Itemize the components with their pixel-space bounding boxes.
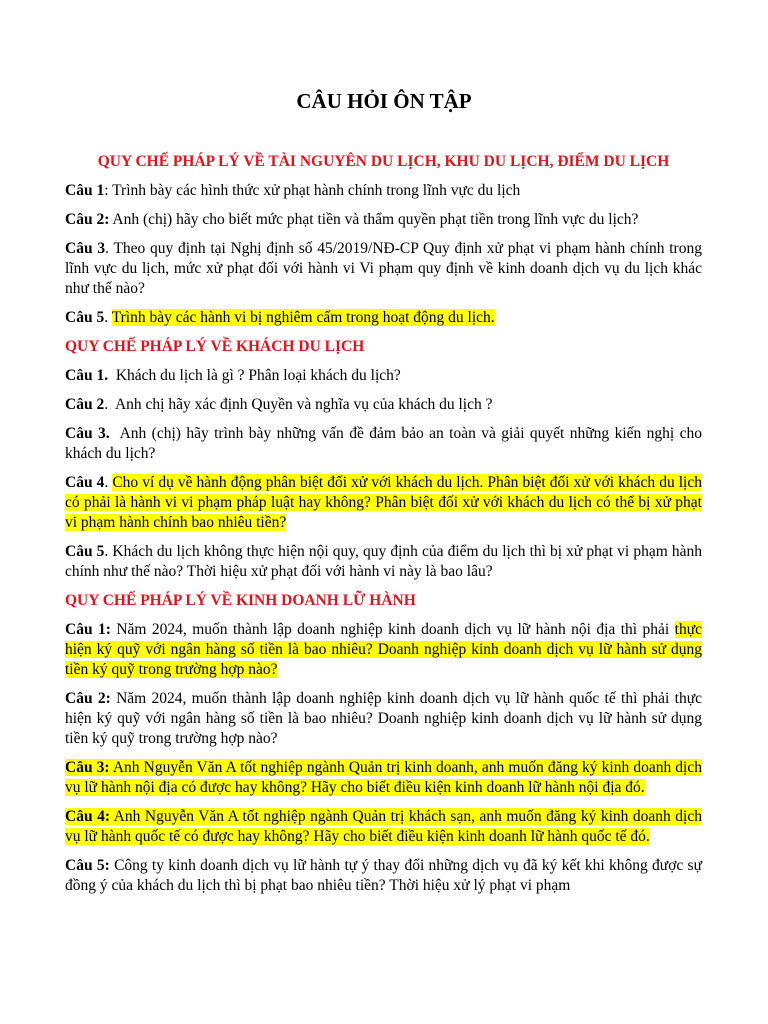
- question-text: Năm 2024, muốn thành lập doanh nghiệp kinh doanh dịch vụ lữ hành nội địa thì phải: [116, 621, 675, 638]
- question-text-highlighted: Trình bày các hành vi bị nghiêm cấm trong hoạt động du lịch.: [111, 309, 495, 326]
- question-text: Theo quy định tại Nghị định số 45/2019/NĐ-CP Quy định xử phạt vi phạm hành chính trong lĩnh vực du lịch, mức xử phạt đối với hành vi Vi phạm quy định về kinh doanh dịch vụ du lịch khác như thế nào?: [65, 240, 702, 297]
- question: Câu 5. Khách du lịch không thực hiện nội quy, quy định của điểm du lịch thì bị xử phạt vi phạm hành chính như thế nào? Thời hiệu xử phạt đối với hành vi này là bao lâu?: [65, 543, 702, 580]
- question-text-highlighted: thực hiện ký quỹ với ngân hàng số tiền là bao nhiêu? Doanh nghiệp kinh doanh dịch vụ lữ hành sử dụng tiền ký quỹ trong trường hợp nào?: [65, 621, 702, 678]
- question-text-highlighted: Anh Nguyễn Văn A tốt nghiệp ngành Quản trị khách sạn, anh muốn đăng ký kinh doanh dịch vụ lữ hành quốc tế có được hay không? Hãy cho biết điều kiện kinh doanh lữ hành quốc tế đó.: [65, 808, 702, 845]
- question-text-highlighted: Anh Nguyễn Văn A tốt nghiệp ngành Quản trị kinh doanh, anh muốn đăng ký kinh doanh dịch vụ lữ hành nội địa có được hay không? Hãy cho biết điều kiện kinh doanh lữ hành nội địa đó.: [65, 759, 702, 796]
- section-heading: QUY CHẾ PHÁP LÝ VỀ KINH DOANH LỮ HÀNH: [65, 592, 416, 609]
- section-heading: QUY CHẾ PHÁP LÝ VỀ KHÁCH DU LỊCH: [65, 338, 365, 355]
- question-text: Khách du lịch không thực hiện nội quy, quy định của điểm du lịch thì bị xử phạt vi phạm hành chính như thế nào? Thời hiệu xử phạt đối với hành vi này là bao lâu?: [65, 543, 702, 580]
- question-label: Câu 1: [65, 182, 105, 199]
- question-label: Câu 3.: [65, 425, 110, 442]
- question-label: Câu 5: [65, 543, 105, 560]
- question-label: Câu 3:: [65, 759, 110, 776]
- question-label: Câu 4:: [65, 808, 110, 825]
- question-label: Câu 5:: [65, 857, 110, 874]
- question-label: Câu 1.: [65, 367, 109, 384]
- question: Câu 2. Anh chị hãy xác định Quyền và nghĩa vụ của khách du lịch ?: [65, 396, 493, 413]
- question: [65, 807, 702, 847]
- question: Câu 1: Trình bày các hình thức xử phạt hành chính trong lĩnh vực du lịch: [65, 182, 521, 199]
- question-text: Khách du lịch là gì ? Phân loại khách du lịch?: [115, 367, 401, 384]
- question-label: Câu 2: [65, 396, 105, 413]
- question: [65, 620, 702, 680]
- page-title: CÂU HỎI ÔN TẬP: [296, 89, 472, 113]
- question-label: Câu 1:: [65, 621, 111, 638]
- question-text: Năm 2024, muốn thành lập doanh nghiệp kinh doanh dịch vụ lữ hành quốc tế thì phải thực hiện ký quỹ với ngân hàng số tiền là bao nhiêu? Doanh nghiệp kinh doanh dịch vụ lữ hành sử dụng tiền ký quỹ trong trường hợp nào?: [65, 690, 702, 747]
- question-label: Câu 3: [65, 240, 106, 257]
- question: [65, 210, 702, 230]
- question: [65, 758, 702, 798]
- question-text: Anh chị hãy xác định Quyền và nghĩa vụ của khách du lịch ?: [114, 396, 493, 413]
- question: Câu 5. Trình bày các hành vi bị nghiêm cấm trong hoạt động du lịch.: [65, 309, 495, 326]
- question: [65, 424, 702, 464]
- question: Câu 4. Cho ví dụ về hành động phân biệt đối xử với khách du lịch. Phân biệt đối xử với khách du lịch có phải là hành vi vi phạm pháp luật hay không? Phân biệt đối xử với khách du lịch có thể bị xử phạt vi phạm hành chính bao nhiêu tiền?: [65, 474, 702, 531]
- question-label: Câu 2:: [65, 690, 111, 707]
- question-text: Trình bày các hình thức xử phạt hành chính trong lĩnh vực du lịch: [112, 182, 521, 199]
- question-text: Anh (chị) hãy trình bày những vấn đề đảm bảo an toàn và giải quyết những kiến nghị cho khách du lịch?: [65, 425, 702, 462]
- question-label: Câu 4: [65, 474, 105, 491]
- question: [65, 366, 702, 386]
- question-text-highlighted: Cho ví dụ về hành động phân biệt đối xử với khách du lịch. Phân biệt đối xử với khách du lịch có phải là hành vi vi phạm pháp luật hay không? Phân biệt đối xử với khách du lịch có thể bị xử phạt vi phạm hành chính bao nhiêu tiền?: [65, 474, 702, 531]
- question-text: Anh (chị) hãy cho biết mức phạt tiền và thẩm quyền phạt tiền trong lĩnh vực du lịch?: [112, 211, 639, 228]
- question: [65, 856, 702, 896]
- document-body: [65, 152, 702, 905]
- question-text: Công ty kinh doanh dịch vụ lữ hành tự ý thay đổi những dịch vụ đã ký kết khi không được sự đồng ý của khách du lịch thì bị phạt bao nhiêu tiền? Thời hiệu xử lý phạt vi phạm: [65, 857, 702, 894]
- section-heading: QUY CHẾ PHÁP LÝ VỀ TÀI NGUYÊN DU LỊCH, KHU DU LỊCH, ĐIỂM DU LỊCH: [97, 153, 670, 170]
- question-label: Câu 2:: [65, 211, 110, 228]
- question: [65, 689, 702, 749]
- question-label: Câu 5: [65, 309, 105, 326]
- question: Câu 3. Theo quy định tại Nghị định số 45/2019/NĐ-CP Quy định xử phạt vi phạm hành chính trong lĩnh vực du lịch, mức xử phạt đối với hành vi Vi phạm quy định về kinh doanh dịch vụ du lịch khác như thế nào?: [65, 240, 702, 297]
